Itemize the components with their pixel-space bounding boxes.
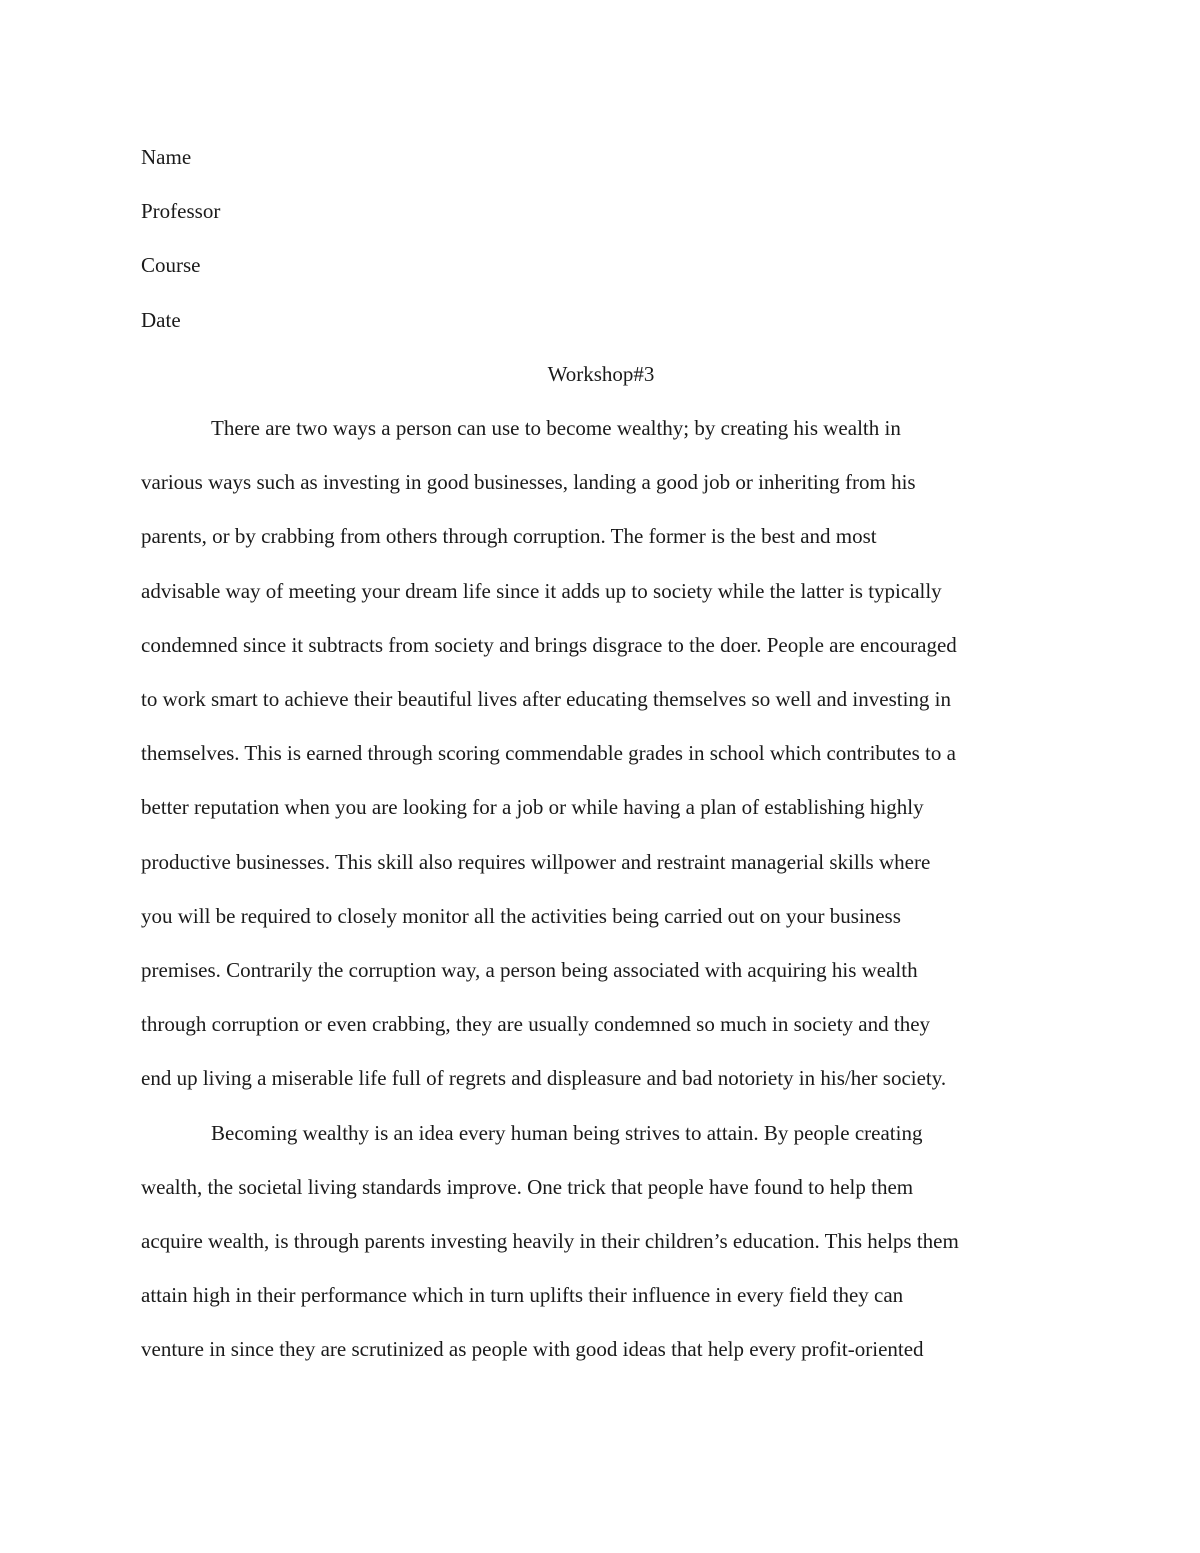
paragraph-line: you will be required to closely monitor all the activities being carried out on your business <box>141 903 901 928</box>
paragraph-line: advisable way of meeting your dream life since it adds up to society while the latter is typically <box>141 578 942 603</box>
paragraph-line: various ways such as investing in good businesses, landing a good job or inheriting from his <box>141 470 916 495</box>
paragraph-line: attain high in their performance which in turn uplifts their influence in every field they can <box>141 1283 904 1308</box>
paragraph-line: Becoming wealthy is an idea every human being strives to attain. By people creating <box>211 1120 923 1145</box>
paragraph-line: themselves. This is earned through scoring commendable grades in school which contributes to a <box>141 741 956 766</box>
professor-name: Professor <box>141 199 221 224</box>
paragraph-line: premises. Contrarily the corruption way, a person being associated with acquiring his wealth <box>141 958 918 983</box>
paragraph-line: There are two ways a person can use to become wealthy; by creating his wealth in <box>211 416 901 441</box>
paragraph-line: through corruption or even crabbing, they are usually condemned so much in society and they <box>141 1012 931 1037</box>
paragraph-line: acquire wealth, is through parents investing heavily in their children’s education. This helps them <box>141 1229 959 1254</box>
document-title: Workshop#3 <box>547 361 655 386</box>
paragraph-1 <box>141 401 1061 1106</box>
paragraph-line: better reputation when you are looking for a job or while having a plan of establishing highly <box>141 795 924 820</box>
paragraph-line: end up living a miserable life full of regrets and displeasure and bad notoriety in his/her society. <box>141 1066 947 1091</box>
paragraph-line: parents, or by crabbing from others through corruption. The former is the best and most <box>141 524 877 549</box>
paragraph-line: condemned since it subtracts from society and brings disgrace to the doer. People are encouraged <box>141 632 957 657</box>
paragraph-line: productive businesses. This skill also requires willpower and restraint managerial skills where <box>141 849 931 874</box>
student-name: Name <box>141 145 192 169</box>
date: Date <box>141 307 181 332</box>
course-name: Course <box>141 253 201 278</box>
paragraph-line: to work smart to achieve their beautiful lives after educating themselves so well and investing in <box>141 687 952 712</box>
paragraph-line: venture in since they are scrutinized as people with good ideas that help every profit-oriented <box>141 1337 924 1362</box>
paragraph-line: wealth, the societal living standards improve. One trick that people have found to help them <box>141 1174 914 1199</box>
paragraph-2 <box>141 1106 1061 1377</box>
document-body <box>141 130 1061 1377</box>
